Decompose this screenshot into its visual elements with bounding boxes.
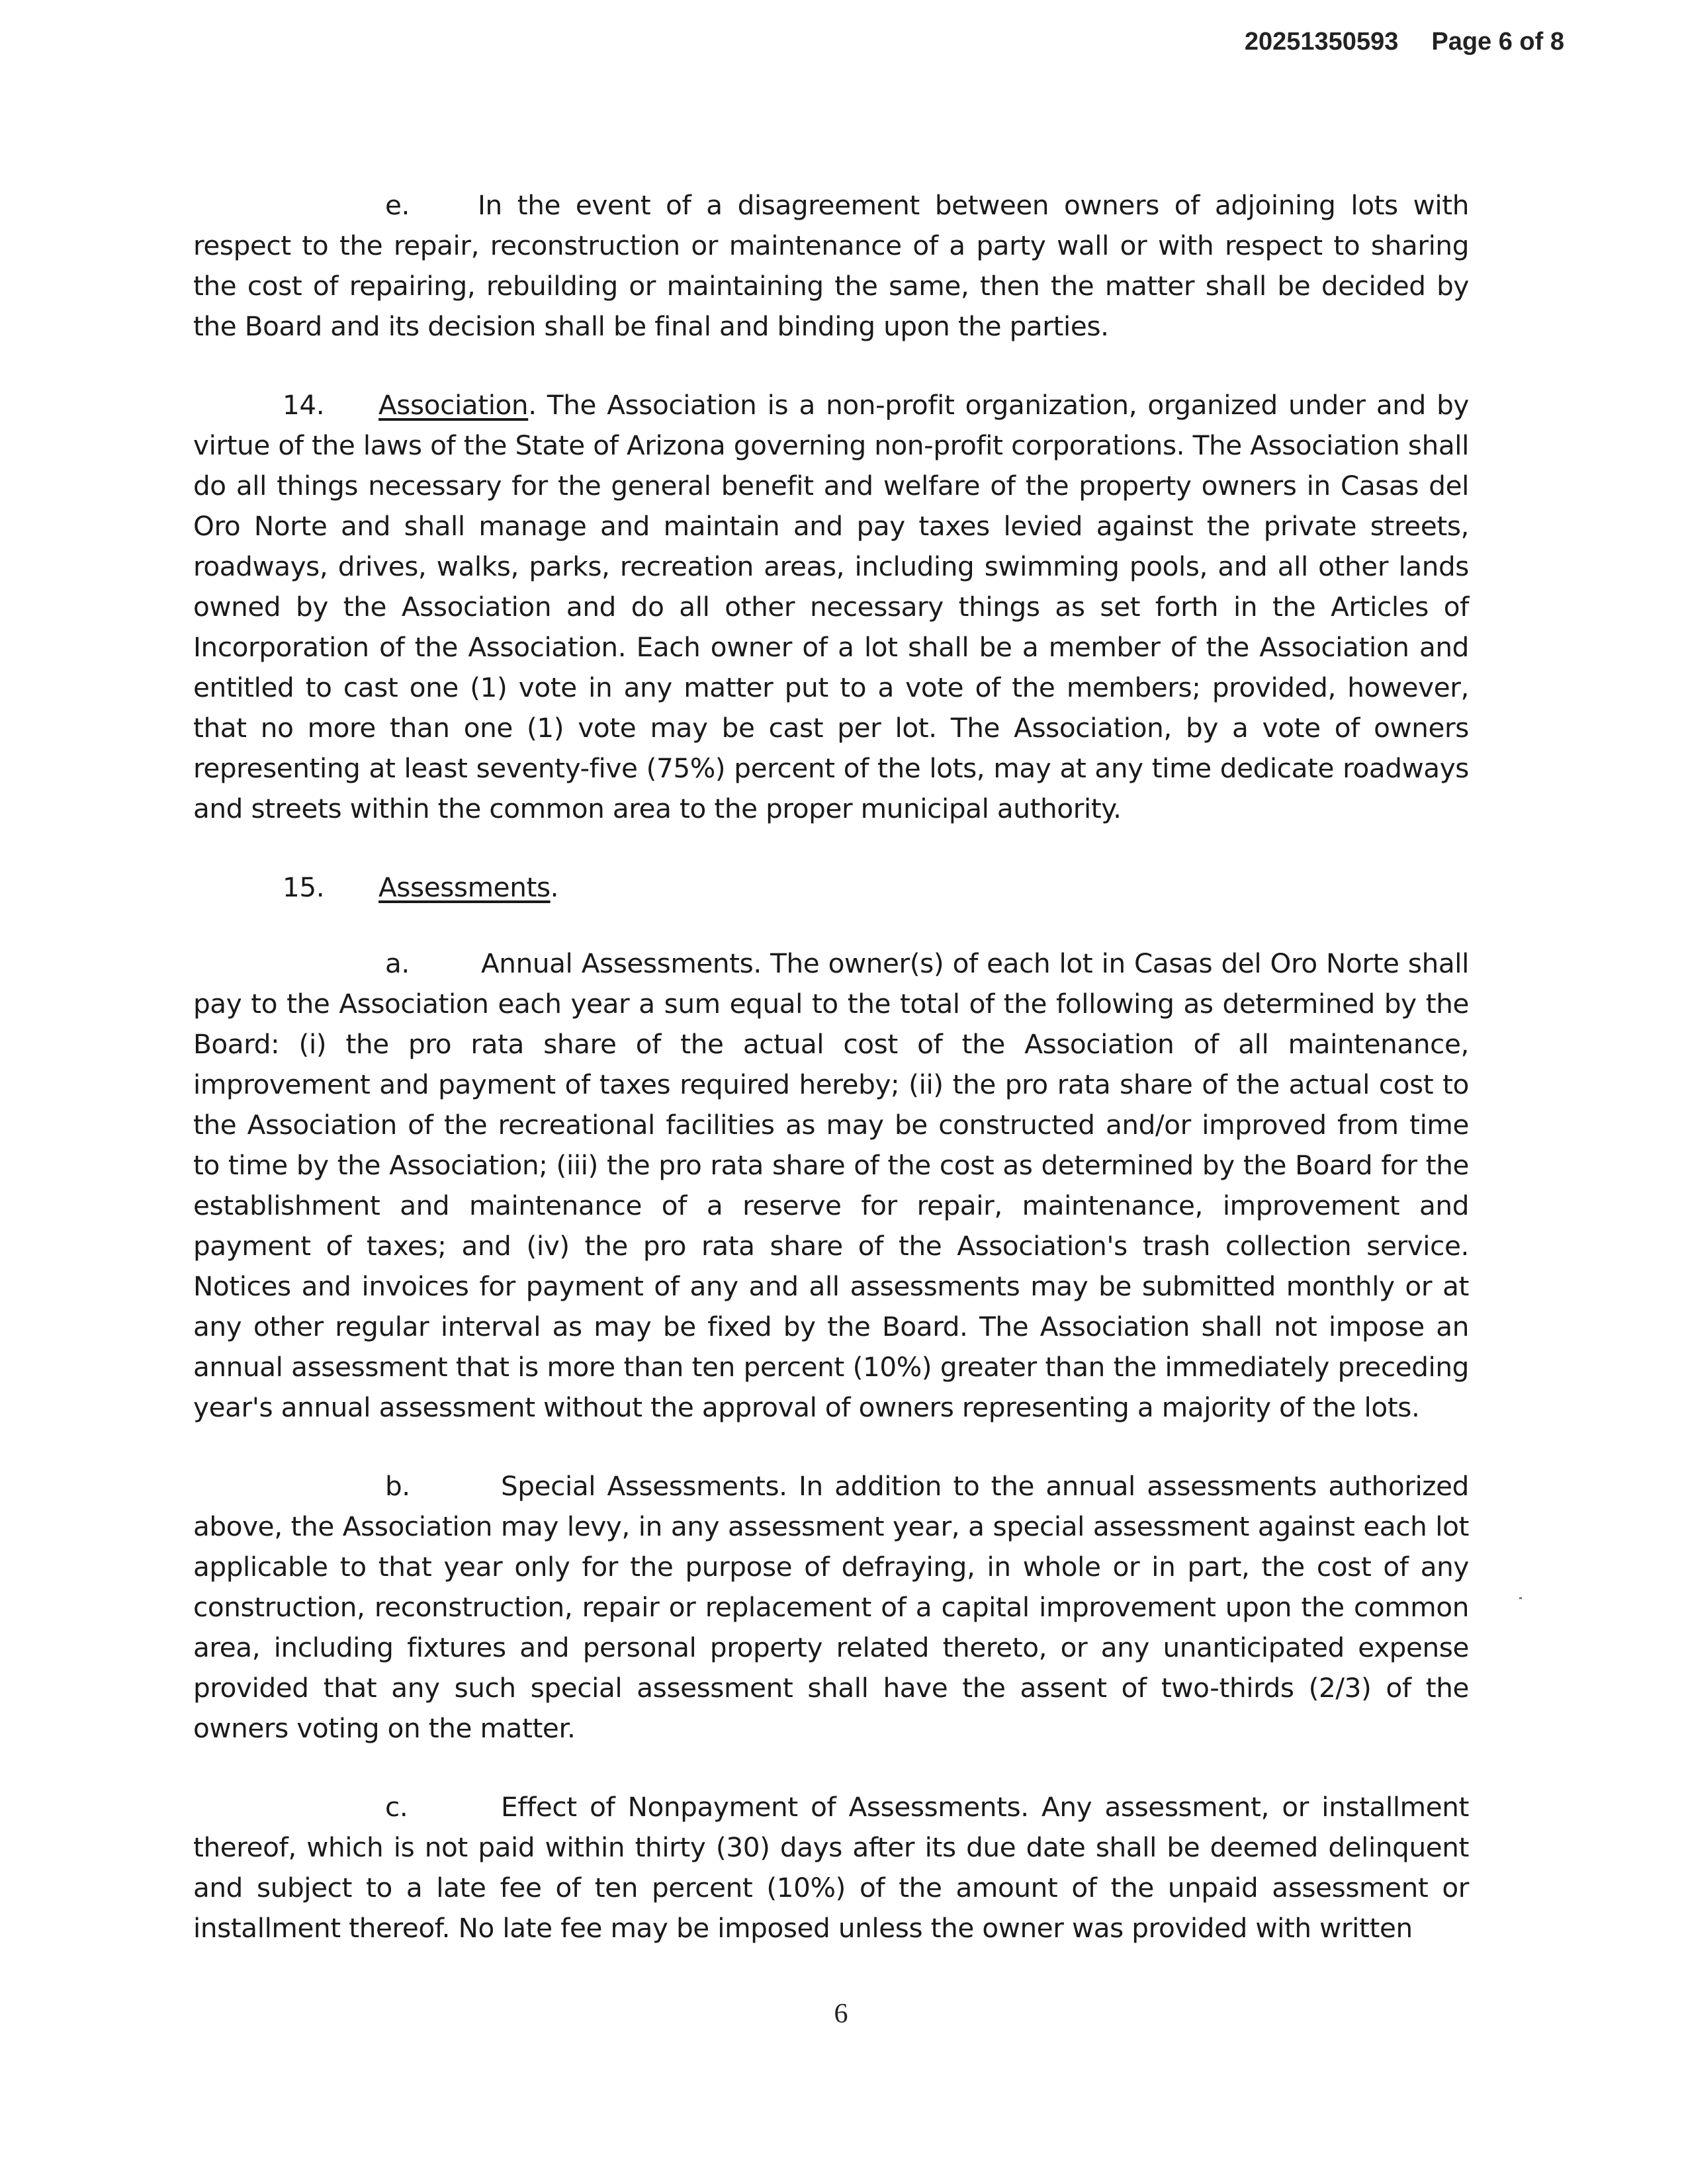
page-indicator: Page 6 of 8 xyxy=(1431,28,1564,56)
paragraph-text: Effect of Nonpayment of Assessments. Any assessment, or installment thereof, which is not paid within thirty (30) days after its due date shall be deemed delinquent and subject to a late fee of ten percent (10%) of the amount of the unpaid assessment or installment thereof. No late fee may be imposed unless the owner was provided with written xyxy=(193,1791,1469,1944)
section-text: . xyxy=(550,871,559,903)
section-number: 14. xyxy=(283,389,325,421)
paragraph-marker: e. xyxy=(385,189,410,221)
paragraph-a-annual-assessments xyxy=(193,943,1469,1428)
scan-speck xyxy=(1519,1597,1522,1599)
paragraph-text: Annual Assessments. The owner(s) of each lot in Casas del Oro Norte shall pay to the Association each year a sum equal to the total of the following as determined by the Board: (i) the pro rata share of the actual cost of the Association of all maintenance, improvement and payment of taxes required hereby; (ii) the pro rata share of the actual cost to the Association of the recreational facilities as may be constructed and/or improved from time to time by the Association; (iii) the pro rata share of the cost as determined by the Board for the establishment and maintenance of a reserve for repair, maintenance, improvement and payment of taxes; and (iv) the pro rata share of the Association's trash collection service. Notices and invoices for payment of any and all assessments may be submitted monthly or at any other regular interval as may be fixed by the Board. The Association shall not impose an annual assessment that is more than ten percent (10%) greater than the immediately preceding year's annual assessment without the approval of owners representing a majority of the lots. xyxy=(193,947,1469,1423)
paragraph-e-party-wall xyxy=(193,185,1469,347)
section-text: . The Association is a non-profit organization, organized under and by virtue of the laws of the State of Arizona governing non-profit corporations. The Association shall do all things necessary for the general benefit and welfare of the property owners in Casas del Oro Norte and shall manage and maintain and pay taxes levied against the private streets, roadways, drives, walks, parks, recreation areas, including swimming pools, and all other lands owned by the Association and do all other necessary things as set forth in the Articles of Incorporation of the Association. Each owner of a lot shall be a member of the Association and entitled to cast one (1) vote in any matter put to a vote of the members; provided, however, that no more than one (1) vote may be cast per lot. The Association, by a vote of owners representing at least seventy-five (75%) percent of the lots, may at any time dedicate roadways and streets within the common area to the proper municipal authority. xyxy=(193,389,1469,824)
section-heading: Association xyxy=(378,389,529,421)
paragraph-text: Special Assessments. In addition to the annual assessments authorized above, the Association may levy, in any assessment year, a special assessment against each lot applicable to that year only for the purpose of defraying, in whole or in part, the cost of any construction, reconstruction, repair or replacement of a capital improvement upon the common area, including fixtures and personal property related thereto, or any unanticipated expense provided that any such special assessment shall have the assent of two-thirds (2/3) of the owners voting on the matter. xyxy=(193,1470,1469,1744)
document-body xyxy=(193,185,1469,1987)
section-15-assessments xyxy=(193,867,1469,908)
section-14-association xyxy=(193,385,1469,829)
paragraph-c-nonpayment xyxy=(193,1787,1469,1948)
paragraph-marker: a. xyxy=(385,947,410,979)
page-number-footer: 6 xyxy=(834,1999,848,2029)
paragraph-text: In the event of a disagreement between owners of adjoining lots with respect to the repair, reconstruction or maintenance of a party wall or with respect to sharing the cost of repairing, rebuilding or maintaining the same, then the matter shall be decided by the Board and its decision shall be final and binding upon the parties. xyxy=(193,189,1469,342)
document-number: 20251350593 xyxy=(1244,28,1399,56)
recording-header xyxy=(1245,28,1564,56)
section-number: 15. xyxy=(283,871,325,903)
paragraph-marker: c. xyxy=(385,1791,408,1823)
paragraph-marker: b. xyxy=(385,1470,410,1502)
paragraph-b-special-assessments xyxy=(193,1466,1469,1749)
section-heading: Assessments xyxy=(378,871,551,903)
